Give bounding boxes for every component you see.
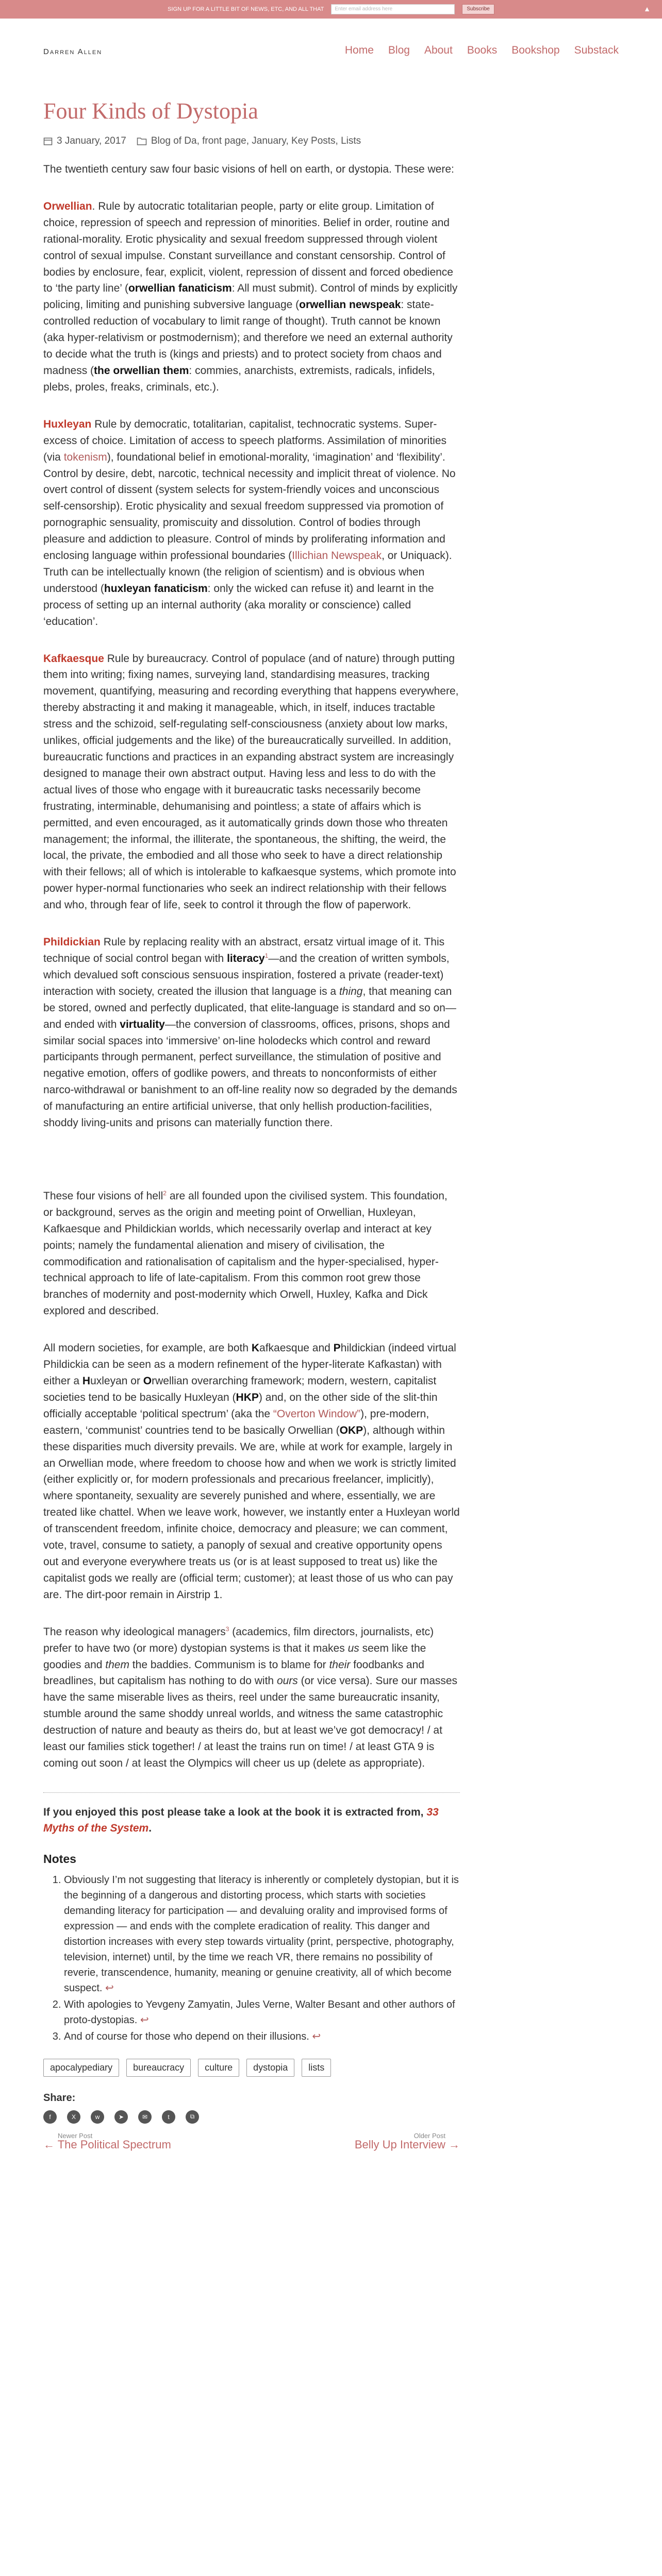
post-categories[interactable]: Blog of Da, front page, January, Key Posts, Lists [151, 135, 361, 146]
keyword: orwellian newspeak [299, 299, 401, 311]
text: rwellian overarching framework; modern, western, capitalist societies tend to be basically Huxleyan ( [43, 1375, 437, 1403]
calendar-icon [43, 137, 53, 146]
text: foodbanks and breadlines, but capitalism has nothing to do with [43, 1658, 424, 1687]
keyword: O [143, 1375, 152, 1387]
text: If you enjoyed this post please take a look at the book it is extracted from, [43, 1806, 427, 1818]
nav-home[interactable]: Home [344, 44, 374, 56]
text: —and the creation of written symbols, which devalued soft conscious sensuous inspiration, fostered a private (reader-text) interaction with society, created the illusion that language is a [43, 952, 450, 997]
nav-books[interactable]: Books [467, 44, 498, 56]
modern-societies-paragraph [43, 1340, 460, 1603]
keyword: literacy [227, 952, 265, 964]
email-input[interactable]: Enter email address here [331, 4, 455, 14]
illichian-newspeak-link[interactable]: Illichian Newspeak [292, 550, 382, 562]
book-cta [43, 1804, 460, 1837]
newsletter-bar [0, 0, 662, 19]
huxleyan-paragraph [43, 416, 460, 630]
post-date: 3 January, 2017 [57, 135, 126, 146]
main-nav [345, 44, 619, 57]
divider [43, 1792, 460, 1793]
text: The reason why ideological managers [43, 1625, 226, 1638]
whatsapp-icon[interactable]: w [91, 2110, 104, 2124]
nav-about[interactable]: About [424, 44, 453, 56]
keyword: orwellian fanaticism [128, 282, 232, 295]
note-backlink[interactable]: ↩ [312, 2030, 321, 2042]
tag-bureaucracy[interactable]: bureaucracy [126, 2059, 191, 2077]
text: . [148, 1822, 152, 1835]
site-brand[interactable]: Darren Allen [43, 47, 103, 56]
text: ), pre-modern, eastern, ‘communist’ countries tend to be basically Orwellian ( [43, 1408, 429, 1436]
note-text: Obviously I’m not suggesting that literacy is inherently or completely dystopian, but it is the beginning of a dangerous and distorting process, which starts with societies demanding literacy for participation — and devaluing orality and improvised forms of expression — and ends with the complete eradication of reality. This danger and distortion increases with every step towards virtuality (print, perspective, photography, television, internet) until, by the time we reach VR, there remains no possibility of reverie, transcendence, humanity, meaning or genuine creativity, all of which become suspect. [64, 1874, 459, 1994]
text: Rule by bureaucracy. Control of populace (and of nature) through putting them into writing; fixing names, surveying land, standardising measures, tracking movement, quantifying, measuring and recording everything that happens everywhere, thereby abstracting it and making it manageable, which, in itself, induces tractable stress and the schizoid, self-regulating self-consciousness (anxiety about low marks, unlikes, official judgements and the like) of the bureaucratically surveilled. In addition, bureaucratic functions and practices in an expanding abstract system are increasingly designed to manage their own abstract output. Having less and less to do with the actual lives of those who engage with it bureaucratic tasks necessarily become frustrating, interminable, dehumanising and pointless; a state of affairs which is permitted, and even encouraged, as it automatically grinds down those who threaten management; the informal, the illiterate, the spontaneous, the shifting, the weird, the local, the private, the embodied and all those who seek to have a direct relationship with their fellows; all of which is intolerable to kafkaesque systems, which promote into power hyper-normal functionaries who seek an indirect relationship with their fellows and who, through fear of life, seek to control it through the flow of paperwork. [43, 652, 459, 911]
subscribe-button[interactable]: Subscribe [462, 4, 494, 14]
tag-dystopia[interactable]: dystopia [246, 2059, 294, 2077]
folder-icon [137, 137, 147, 146]
emphasis: ours [276, 1675, 298, 1687]
note-text: With apologies to Yevgeny Zamyatin, Jules Verne, Walter Besant and other authors of proto-dystopias. [64, 1998, 455, 2026]
tag-apocalypediary[interactable]: apocalypediary [43, 2059, 119, 2077]
nav-substack[interactable]: Substack [574, 44, 619, 56]
keyword: virtuality [120, 1018, 165, 1030]
text: : state-controlled reduction of vocabulary to limit range of thought). Truth cannot be known (aka hyper-relativism or postmodernism); and therefore we need an external authority to decide what the truth is (kings and priests) and to protect society from chaos and madness ( [43, 299, 453, 377]
phildickian-paragraph [43, 934, 460, 1131]
keyword: H [82, 1375, 91, 1387]
post-navigation [43, 2131, 460, 2154]
share-heading: Share: [43, 2092, 76, 2104]
tag-lists[interactable]: lists [302, 2059, 331, 2077]
orwellian-paragraph [43, 198, 460, 396]
note-backlink[interactable]: ↩ [105, 1982, 114, 1994]
text: These four visions of hell [43, 1190, 163, 1202]
keyword: the orwellian them [94, 364, 189, 377]
emphasis: them [105, 1658, 129, 1671]
note-item [64, 1997, 460, 2028]
text: afkaesque and [259, 1342, 334, 1354]
emphasis: their [329, 1658, 351, 1671]
footnote-ref-3[interactable]: 3 [225, 1625, 229, 1633]
text: ) and, on the other side of the slit-thin officially acceptable ‘political spectrum’ (aka the [43, 1391, 438, 1420]
text: (academics, film directors, journalists, etc) prefer to have two (or more) dystopian systems is that it makes [43, 1625, 434, 1654]
four-visions-paragraph [43, 1188, 460, 1319]
text: hildickian (indeed virtual Phildickia can be seen as a modern refinement of the hyper-literate Kafkastan) with either a [43, 1342, 456, 1387]
nav-bookshop[interactable]: Bookshop [511, 44, 560, 56]
phildickian-term: Phildickian [43, 936, 101, 948]
tokenism-link[interactable]: tokenism [63, 451, 107, 463]
post-meta [43, 135, 460, 147]
facebook-icon[interactable]: f [43, 2110, 57, 2124]
text: Rule by replacing reality with an abstract, ersatz virtual image of it. This technique of social control began with [43, 936, 445, 964]
footnote-ref-1[interactable]: 1 [264, 952, 269, 959]
text: the baddies. Communism is to blame for [129, 1658, 329, 1671]
overton-window-link[interactable]: “Overton Window” [273, 1408, 361, 1420]
note-backlink[interactable]: ↩ [140, 2014, 149, 2026]
email-icon[interactable]: ✉ [138, 2110, 152, 2124]
newer-post-label: Newer Post [58, 2131, 93, 2140]
older-post-link[interactable]: Belly Up Interview → [354, 2138, 460, 2151]
text: , that meaning can be stored, owned and perfectly duplicated, that elite-language is standard and so on—and ended with [43, 985, 456, 1030]
text: ), foundational belief in emotional-morality, ‘imagination’ and ‘flexibility’. Control by desire, debt, narcotic, technical necessity and implicit threat of violence. No overt control of dissent (system selects for system-friendly voices and unconscious self-censorship). Erotic physicality and sexual freedom suppressed via promotion of pornographic sensuality, promiscuity and dissolution. Control of bodies through pleasure and addiction to pleasure. Control of minds by proliferating information and enclosing language within professional boundaries ( [43, 451, 456, 562]
kafkaesque-term: Kafkaesque [43, 652, 104, 665]
intro-paragraph: The twentieth century saw four basic visions of hell on earth, or dystopia. These were: [43, 163, 454, 175]
tumblr-icon[interactable]: t [162, 2110, 175, 2124]
ideological-managers-paragraph [43, 1624, 460, 1772]
text: All modern societies, for example, are both [43, 1342, 252, 1354]
older-post-label: Older Post [413, 2131, 445, 2140]
text: Rule by democratic, totalitarian, capitalist, technocratic systems. Super-excess of choice. Limitation of access to speech platforms. Assimilation of minorities (via [43, 418, 447, 463]
note-item [64, 1872, 460, 1996]
note-item [64, 2029, 460, 2044]
telegram-icon[interactable]: ➤ [114, 2110, 128, 2124]
notes-heading: Notes [43, 1852, 76, 1866]
share-buttons [43, 2110, 460, 2124]
footnote-ref-2[interactable]: 2 [163, 1189, 167, 1197]
keyword: P [333, 1342, 341, 1354]
keyword: HKP [236, 1391, 259, 1403]
text: : only the wicked can refuse it) and learnt in the process of setting up an internal authority (aka morality or conscience) called ‘education’. [43, 582, 434, 628]
text: : commies, anarchists, extremists, radicals, infidels, plebs, proles, freaks, criminals, etc.). [43, 364, 435, 393]
tag-culture[interactable]: culture [198, 2059, 239, 2077]
text: are all founded upon the civilised system. This foundation, or background, serves as the origin and meeting point of Orwellian, Huxleyan, Kafkaesque and Phildickian worlds, which necessarily overlap and interact at key points; namely the fundamental alienation and misery of civilisation, the commodification and rationalisation of capitalism and the hyper-specialised, hyper-technical approach to life of late-capitalism. From this common root grew those branches of modernity and post-modernity which Orwell, Huxley, Kafka and Dick explored and described. [43, 1190, 448, 1317]
copy-link-icon[interactable]: ⧉ [186, 2110, 199, 2124]
text: , or Uniquack). Truth can be intellectually known (the religion of scientism) and is obvious when understood ( [43, 550, 452, 595]
kafkaesque-paragraph [43, 651, 460, 914]
huxleyan-term: Huxleyan [43, 418, 92, 430]
collapse-bar-icon[interactable]: ▲ [643, 5, 651, 13]
text: —the conversion of classrooms, offices, prisons, shops and similar social spaces into ‘immersive’ on-line holodecks which control and reward participants through permanent, perfect surveillance, the stimulation of positive and negative emotion, offers of godlike powers, and threats to nonconformists of either narco-withdrawal or banishment to an off-line reality now so degraded by the demands of manufacturing an entire artificial universe, that only hellish production-facilities, shoddy living-units and prisons can materially function there. [43, 1018, 457, 1129]
keyword: K [251, 1342, 260, 1354]
text: : All must submit). Control of minds by explicitly policing, limiting and punishing subversive language ( [43, 282, 458, 311]
book-link[interactable]: 33 Myths of the System [43, 1806, 439, 1835]
post-title: Four Kinds of Dystopia [43, 98, 258, 124]
tag-list [43, 2059, 460, 2077]
x-icon[interactable]: X [67, 2110, 80, 2124]
emphasis: thing [339, 985, 363, 997]
text: seem like the goodies and [43, 1642, 426, 1671]
note-text: And of course for those who depend on their illusions. [64, 2030, 309, 2042]
text: ), although within these disparities much diversity prevails. We are, while at work for example, largely in an Orwellian mode, where freedom to choose how and when we work is strictly limited (either explicitly or, for modern professionals and precarious freelancer, implicitly), where spontaneity, sexuality are severely punished and where, essentially, we are treated like chattel. When we leave work, however, we instantly enter a Huxleyan world of transcendent freedom, infinite choice, democracy and pleasure; we can comment, vote, travel, consume to satiety, a panoply of sexual and creative opportunity opens out and everyone everywhere treats us (or is at least supposed to treat us) like the capitalist gods we really are (official term; customer); at least those of us who can pay are. The dirt-poor remain in Airstrip 1. [43, 1424, 460, 1601]
orwellian-term: Orwellian [43, 200, 92, 212]
newsletter-text: SIGN UP FOR A LITTLE BIT OF NEWS, ETC, AND ALL THAT [168, 6, 324, 12]
site-header [43, 41, 619, 62]
notes-list [43, 1872, 460, 2044]
text: (or vice versa). Sure our masses have the same miserable lives as theirs, reel under the same bureaucratic insanity, stumble around the same shoddy unreal worlds, and witness the same catastrophic destruction of nature and beauty as theirs do, but at least we’ve got democracy! / at least our families stick together! / at least the trains run on time! / at least GTA 9 is coming out soon / at least the Olympics will cheer us up (delete as appropriate). [43, 1675, 458, 1769]
text: uxleyan or [90, 1375, 143, 1387]
newer-post-link[interactable]: ← The Political Spectrum [43, 2138, 171, 2151]
post-content [43, 98, 460, 2154]
keyword: OKP [339, 1424, 363, 1436]
nav-blog[interactable]: Blog [388, 44, 410, 56]
text: . Rule by autocratic totalitarian people, party or elite group. Limitation of choice, repression of speech and repression of minorities. Belief in order, routine and rational-morality. Erotic physicality and sexual freedom suppressed through violent control of sexual impulse. Constant surveillance and constant censorship. Control of bodies by enclosure, fear, explicit, violent, repression of dissent and forced obedience to ‘the party line’ ( [43, 200, 453, 295]
emphasis: us [347, 1642, 359, 1654]
keyword: huxleyan fanaticism [104, 582, 208, 595]
